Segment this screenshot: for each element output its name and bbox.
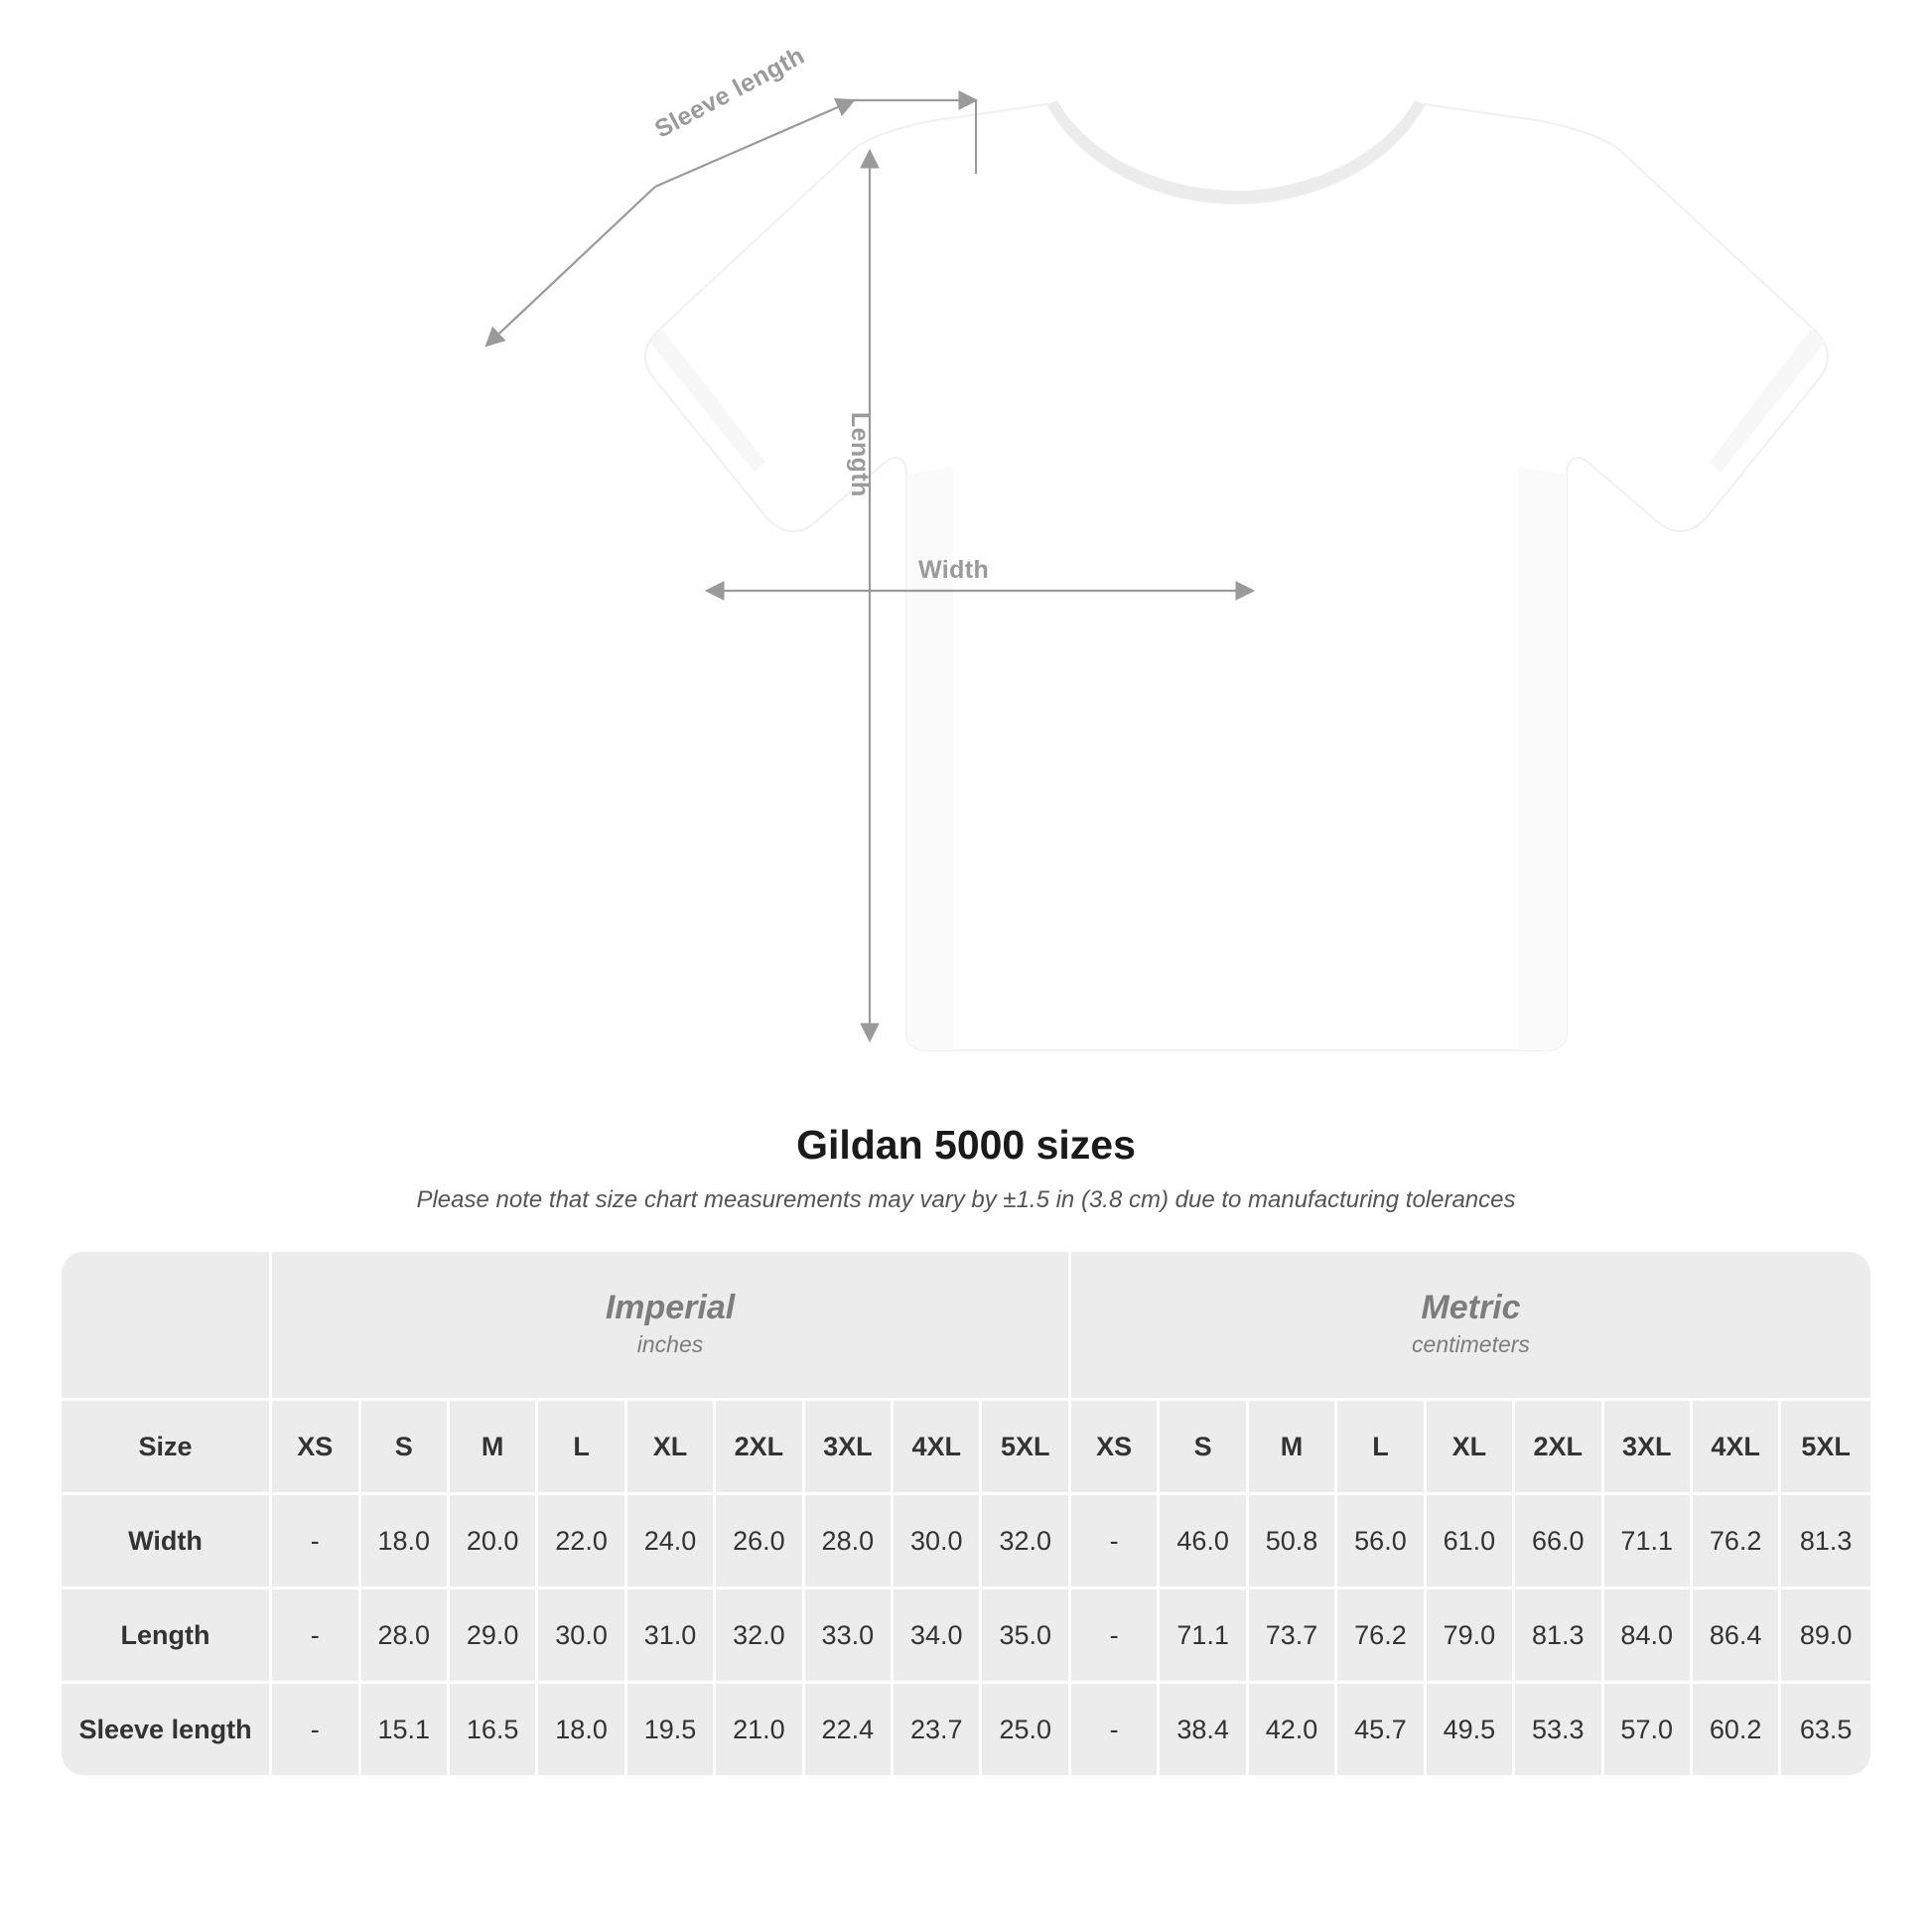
cell: 33.0 (805, 1589, 894, 1684)
unit-group-imperial-name: Imperial (605, 1289, 736, 1327)
cell: 16.5 (450, 1684, 538, 1775)
cell: 49.5 (1427, 1684, 1515, 1775)
col-header-metric: M (1249, 1401, 1337, 1495)
unit-group-metric-sub: centimeters (1412, 1331, 1530, 1358)
cell: 38.4 (1160, 1684, 1248, 1775)
col-header-imperial: M (450, 1401, 538, 1495)
col-header-imperial: S (361, 1401, 450, 1495)
table-corner-cell (62, 1252, 272, 1401)
length-label: Length (846, 412, 874, 497)
width-label: Width (918, 556, 990, 584)
cell: 71.1 (1160, 1589, 1248, 1684)
size-chart-table-wrapper (62, 1252, 1870, 1775)
col-header-metric: S (1160, 1401, 1248, 1495)
cell: - (1071, 1589, 1160, 1684)
cell: 42.0 (1249, 1684, 1337, 1775)
cell: 57.0 (1604, 1684, 1693, 1775)
cell: 84.0 (1604, 1589, 1693, 1684)
cell: 22.4 (805, 1684, 894, 1775)
cell: 66.0 (1515, 1495, 1603, 1589)
cell: 28.0 (361, 1589, 450, 1684)
cell: 76.2 (1693, 1495, 1781, 1589)
cell: 32.0 (982, 1495, 1071, 1589)
cell: 86.4 (1693, 1589, 1781, 1684)
col-header-metric: 2XL (1515, 1401, 1603, 1495)
cell: 89.0 (1781, 1589, 1870, 1684)
cell: 60.2 (1693, 1684, 1781, 1775)
cell: 19.5 (627, 1684, 716, 1775)
cell: 26.0 (716, 1495, 804, 1589)
cell: - (1071, 1495, 1160, 1589)
cell: 21.0 (716, 1684, 804, 1775)
unit-group-row (62, 1252, 1870, 1401)
tshirt-shape (645, 100, 1828, 1050)
cell: 45.7 (1337, 1684, 1426, 1775)
col-header-imperial: 3XL (805, 1401, 894, 1495)
col-header-metric: 4XL (1693, 1401, 1781, 1495)
row-label: Length (62, 1589, 272, 1684)
col-header-imperial: XS (272, 1401, 360, 1495)
cell: 81.3 (1515, 1589, 1603, 1684)
cell: 32.0 (716, 1589, 804, 1684)
col-header-imperial: 5XL (982, 1401, 1071, 1495)
col-header-metric: 5XL (1781, 1401, 1870, 1495)
cell: 71.1 (1604, 1495, 1693, 1589)
cell: 31.0 (627, 1589, 716, 1684)
cell: 22.0 (538, 1495, 626, 1589)
unit-group-metric-name: Metric (1421, 1289, 1521, 1327)
col-header-imperial: L (538, 1401, 626, 1495)
unit-group-imperial (272, 1252, 1071, 1401)
cell: 18.0 (538, 1684, 626, 1775)
col-header-metric: 3XL (1604, 1401, 1693, 1495)
table-row (62, 1684, 1870, 1775)
col-header-imperial: 2XL (716, 1401, 804, 1495)
cell: 15.1 (361, 1684, 450, 1775)
unit-group-metric (1071, 1252, 1870, 1401)
cell: 24.0 (627, 1495, 716, 1589)
cell: 34.0 (894, 1589, 982, 1684)
cell: 29.0 (450, 1589, 538, 1684)
cell: 56.0 (1337, 1495, 1426, 1589)
col-header-metric: XS (1071, 1401, 1160, 1495)
col-header-metric: XL (1427, 1401, 1515, 1495)
size-header-cell: Size (62, 1401, 272, 1495)
size-chart-table (62, 1252, 1870, 1775)
cell: 50.8 (1249, 1495, 1337, 1589)
cell: - (272, 1495, 360, 1589)
table-row (62, 1495, 1870, 1589)
cell: 81.3 (1781, 1495, 1870, 1589)
cell: - (1071, 1684, 1160, 1775)
cell: 46.0 (1160, 1495, 1248, 1589)
table-row (62, 1589, 1870, 1684)
cell: 20.0 (450, 1495, 538, 1589)
sleeve-length-label: Sleeve length (650, 41, 810, 144)
cell: 53.3 (1515, 1684, 1603, 1775)
page-title: Gildan 5000 sizes (796, 1122, 1136, 1168)
unit-group-imperial-sub: inches (636, 1331, 704, 1358)
cell: 23.7 (894, 1684, 982, 1775)
row-label: Width (62, 1495, 272, 1589)
col-header-metric: L (1337, 1401, 1426, 1495)
cell: - (272, 1589, 360, 1684)
row-label: Sleeve length (62, 1684, 272, 1775)
cell: 61.0 (1427, 1495, 1515, 1589)
size-header-row (62, 1401, 1870, 1495)
chart-header (0, 1122, 1932, 1214)
cell: 63.5 (1781, 1684, 1870, 1775)
cell: 35.0 (982, 1589, 1071, 1684)
cell: 30.0 (894, 1495, 982, 1589)
cell: 25.0 (982, 1684, 1071, 1775)
cell: 76.2 (1337, 1589, 1426, 1684)
cell: - (272, 1684, 360, 1775)
cell: 73.7 (1249, 1589, 1337, 1684)
cell: 28.0 (805, 1495, 894, 1589)
tolerance-note: Please note that size chart measurements may vary by ±1.5 in (3.8 cm) due to manufacturing tolerances (416, 1186, 1516, 1213)
col-header-imperial: XL (627, 1401, 716, 1495)
col-header-imperial: 4XL (894, 1401, 982, 1495)
cell: 79.0 (1427, 1589, 1515, 1684)
cell: 30.0 (538, 1589, 626, 1684)
cell: 18.0 (361, 1495, 450, 1589)
